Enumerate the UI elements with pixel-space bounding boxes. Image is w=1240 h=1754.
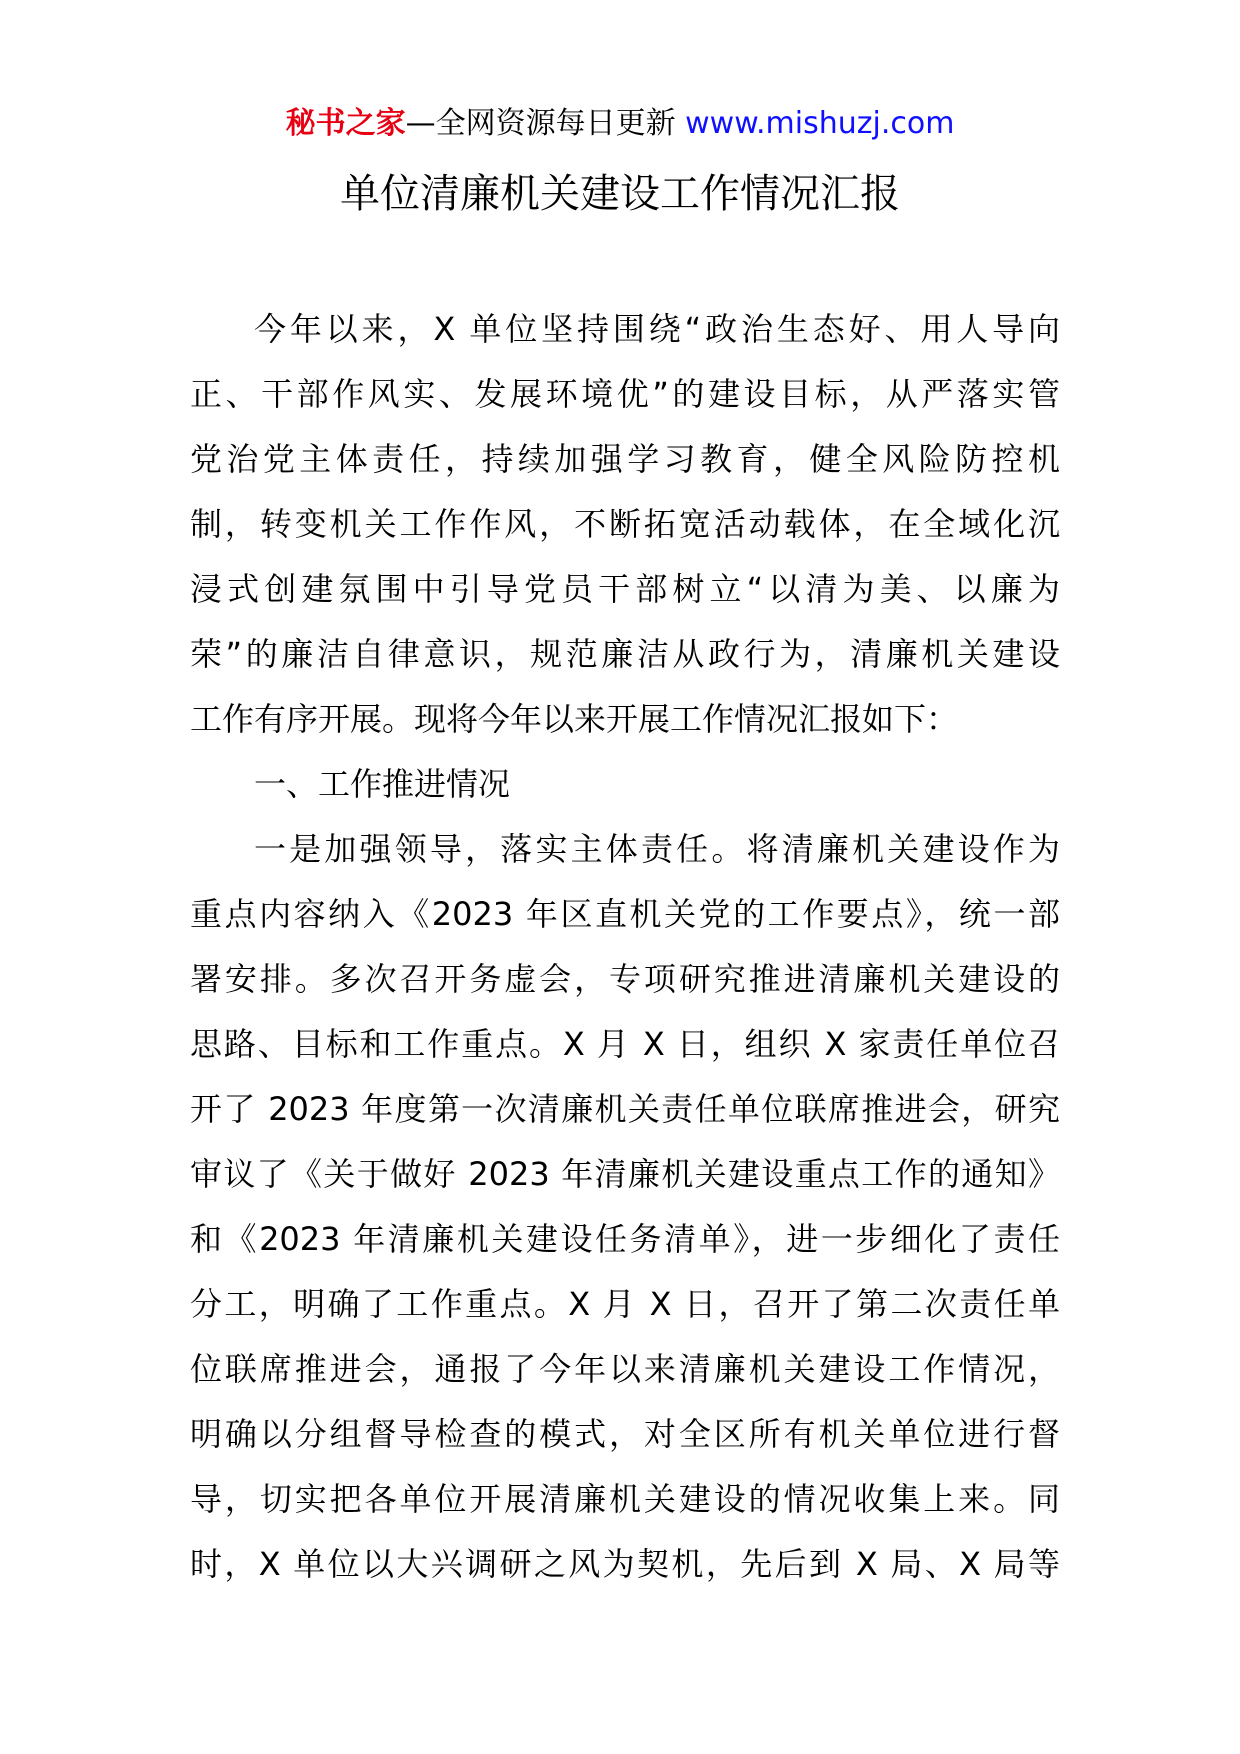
brand-name: 秘书之家 xyxy=(285,106,406,141)
paragraph-2-line: 审议了《关于做好 2023 年清廉机关建设重点工作的通知》 xyxy=(190,1155,1060,1193)
paragraph-2-line: 时，X 单位以大兴调研之风为契机，先后到 X 局、X 局等 xyxy=(190,1545,1060,1583)
paragraph-1-line: 荣”的廉洁自律意识，规范廉洁从政行为，清廉机关建设 xyxy=(190,635,1060,673)
document-title: 单位清廉机关建设工作情况汇报 xyxy=(340,171,900,217)
paragraph-2-line: 开了 2023 年度第一次清廉机关责任单位联席推进会，研究 xyxy=(190,1090,1060,1128)
section-heading: 一、工作推进情况 xyxy=(254,765,511,803)
paragraph-1-line: 今年以来，X 单位坚持围绕“政治生态好、用人导向 xyxy=(254,310,1060,348)
paragraph-2-line: 一是加强领导，落实主体责任。将清廉机关建设作为 xyxy=(254,830,1060,868)
paragraph-1-line: 正、干部作风实、发展环境优”的建设目标，从严落实管 xyxy=(190,375,1060,413)
paragraph-1-line: 浸式创建氛围中引导党员干部树立“以清为美、以廉为 xyxy=(190,570,1060,608)
paragraph-2-line: 和《2023 年清廉机关建设任务清单》，进一步细化了责任 xyxy=(190,1220,1060,1258)
paragraph-2-line: 位联席推进会，通报了今年以来清廉机关建设工作情况， xyxy=(190,1350,1060,1388)
site-header xyxy=(0,102,1240,146)
site-url-link[interactable]: www.mishuzj.com xyxy=(685,106,955,141)
paragraph-2-line: 思路、目标和工作重点。X 月 X 日，组织 X 家责任单位召 xyxy=(190,1025,1060,1063)
paragraph-1-line: 工作有序开展。现将今年以来开展工作情况汇报如下： xyxy=(190,700,959,738)
document-body xyxy=(190,297,1060,1597)
paragraph-1-line: 党治党主体责任，持续加强学习教育，健全风险防控机 xyxy=(190,440,1060,478)
header-tagline: —全网资源每日更新 xyxy=(405,106,676,141)
paragraph-2-line: 分工，明确了工作重点。X 月 X 日，召开了第二次责任单 xyxy=(190,1285,1060,1323)
paragraph-1-line: 制，转变机关工作作风，不断拓宽活动载体，在全域化沉 xyxy=(190,505,1060,543)
paragraph-2-line: 重点内容纳入《2023 年区直机关党的工作要点》，统一部 xyxy=(190,895,1060,933)
paragraph-2-line: 明确以分组督导检查的模式，对全区所有机关单位进行督 xyxy=(190,1415,1060,1453)
paragraph-2-line: 导，切实把各单位开展清廉机关建设的情况收集上来。同 xyxy=(190,1480,1060,1518)
paragraph-2-line: 署安排。多次召开务虚会，专项研究推进清廉机关建设的 xyxy=(190,960,1060,998)
